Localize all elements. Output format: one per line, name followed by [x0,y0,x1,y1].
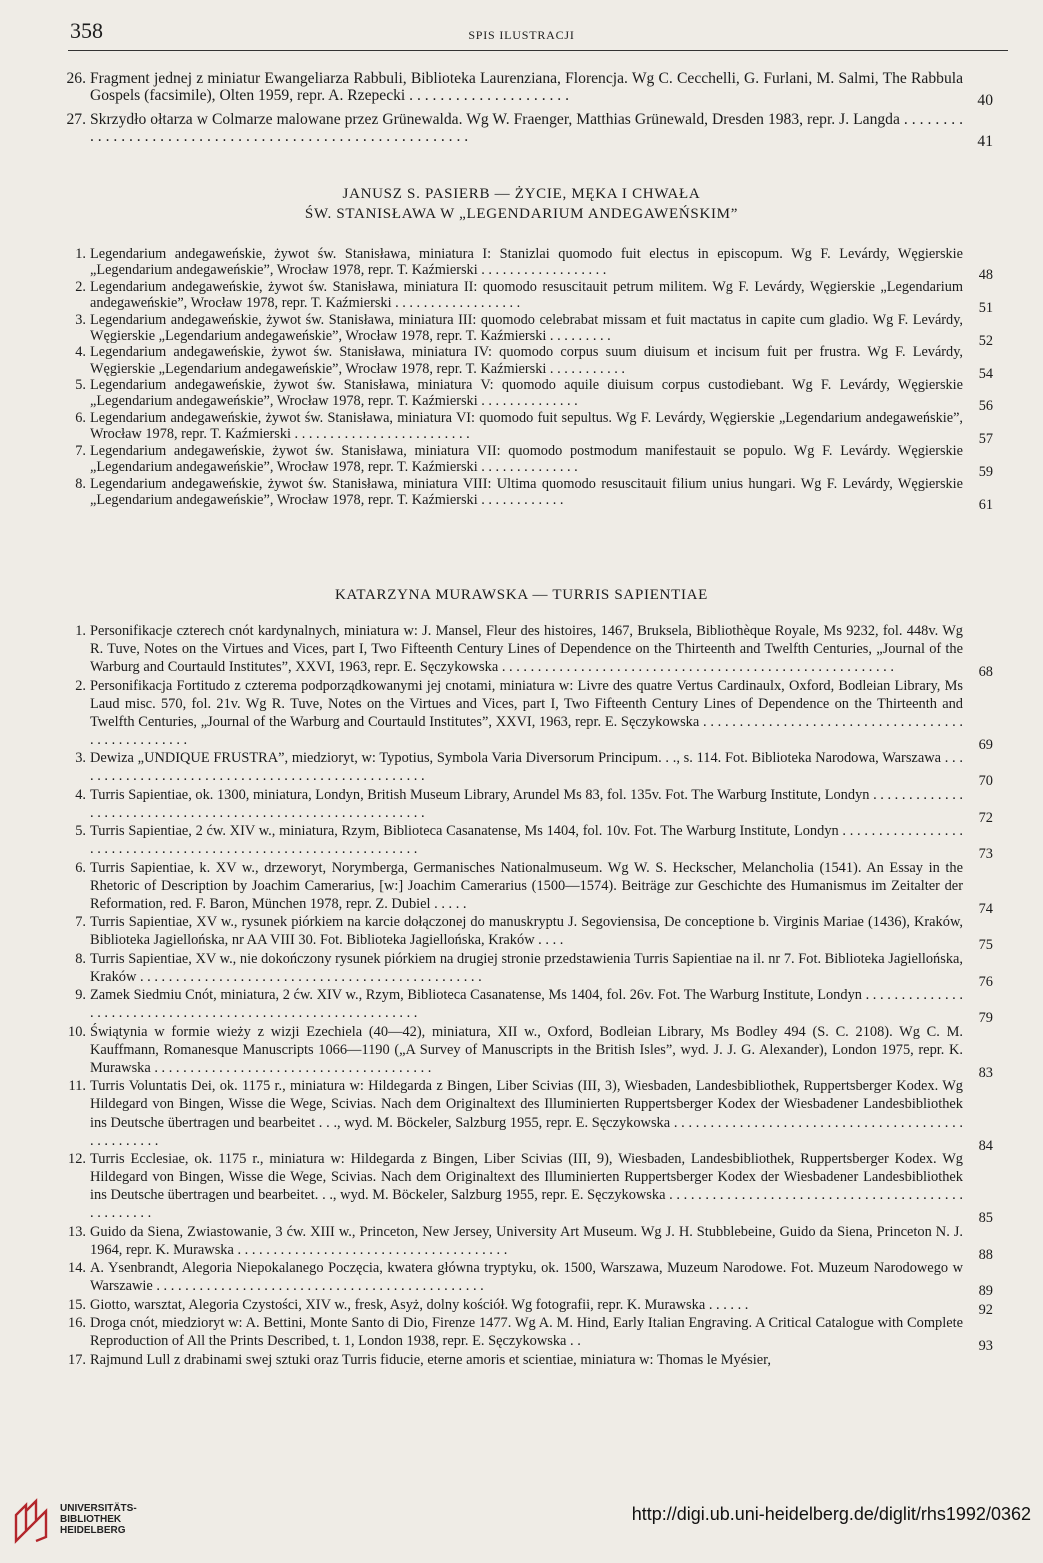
list-item [0,1314,1043,1355]
entry-page: 56 [978,398,993,415]
section-title-pasierb [0,184,1043,224]
list-item [0,786,1043,826]
entry-page: 72 [978,809,993,826]
entry-number: 2. [75,278,86,295]
entry-number: 27. [66,110,86,128]
entry-number: 4. [75,786,86,803]
list-item [0,1077,1043,1154]
entry-text: Turris Sapientiae, XV w., nie dokończony rysunek piórkiem na drugiej stronie przedstawienia Turris Sapientiae na il. nr 7. Fot. Biblioteka Jagiellońska, Kraków . . . . . . . . . . . . . . . . . . . . . . . . . . . . . . . . . . . . . . . . . . . . . . . . [90,950,963,985]
entry-text: Rajmund Lull z drabinami swej sztuki oraz Turris fiducie, eterne amoris et scientiae, miniatura w: Thomas le Myésier, [90,1351,771,1368]
entry-text: Turris Sapientiae, ok. 1300, miniatura, Londyn, British Museum Library, Arundel Ms 83, fol. 135v. Fot. The Warburg Institute, Londyn . . . . . . . . . . . . . . . . . . . . . . . . . . . . . . . . . . . . . . . . . . . . . . . . . . . . . . . . . . . . [90,786,964,821]
entry-page: 93 [978,1338,993,1355]
entry-page: 88 [978,1246,993,1263]
list-item [0,246,1043,284]
entry-text: Zamek Siedmiu Cnót, miniatura, 2 ćw. XIV w., Rzym, Biblioteca Casanatense, Ms 1404, fol. 26v. Fot. The Warburg Institute, Londyn . . . . . . . . . . . . . . . . . . . . . . . . . . . . . . . . . . . . . . . . . . . . . . . . . . . . . . . . . . . . [90,987,963,1022]
entry-number: 13. [68,1223,86,1240]
list-item [0,442,1043,480]
entry-number: 15. [68,1296,86,1313]
source-url[interactable]: http://digi.ub.uni-heidelberg.de/diglit/rhs1992/0362 [631,1504,1031,1524]
list-item [0,622,1043,681]
entry-number: 8. [75,950,86,967]
entry-page: 48 [978,267,993,284]
entry-text: Legendarium andegaweńskie, żywot św. Stanisława, miniatura I: Stanizlai quomodo fuit electus in episcopum. Wg F. Levárdy, Węgierskie „Legendarium andegaweńskie”, Wrocław 1978, repr. T. Kaźmierski . . . . . . . . . . . . . . . . . . [90,246,963,279]
list-item [0,1351,1043,1369]
list-item [0,950,1043,990]
entry-page: 61 [978,496,993,513]
entry-number: 9. [75,987,86,1004]
list-item [0,475,1043,513]
entry-number: 5. [75,377,86,394]
entry-page: 68 [978,664,993,681]
library-name-line: HEIDELBERG [60,1525,126,1536]
entry-number: 7. [75,914,86,931]
entry-page: 89 [978,1283,993,1300]
entry-page: 83 [978,1064,993,1081]
entry-text: Fragment jednej z miniatur Ewangeliarza Rabbuli, Biblioteka Laurenziana, Florencja. Wg C. Cecchelli, G. Furlani, M. Salmi, The Rabbula Gospels (facsimile), Olten 1959, repr. A. Rzepecki . . . . . . . . . . . . . . . . . . . . . [90,70,963,105]
entry-number: 12. [68,1150,86,1167]
entry-text: Legendarium andegaweńskie, żywot św. Stanisława, miniatura VIII: Ultima quomodo resuscitauit filium unius hungari. Wg F. Levárdy, Węgierskie „Legendarium andegaweńskie”, Wrocław 1978, repr. T. Kaźmierski . . . . . . . . . . . . [90,475,963,508]
entry-number: 8. [75,475,86,492]
entry-text: Legendarium andegaweńskie, żywot św. Stanisława, miniatura IV: quomodo corpus suum diuisum et incisum fuit per frustra. Wg F. Levárdy, Węgierskie „Legendarium andegaweńskie”, Wrocław 1978, repr. T. Kaźmierski . . . . . . . . . . . [90,344,963,377]
entry-page: 51 [978,300,993,316]
library-name-line: UNIVERSITÄTS- [60,1503,137,1514]
entry-text: Turris Sapientiae, XV w., rysunek piórkiem na karcie dołączonej do manuskryptu J. Segoviensisa, De conceptione b. Virginis Mariae (1436), Kraków, Biblioteka Jagiellońska, nr AA VIII 30. Fot. Biblioteka Jagiellońska, Kraków . . . . [90,914,963,949]
entry-text: Personifikacja Fortitudo z czterema podporządkowanymi jej cnotami, miniatura w: Livre des quatre Vertus Cardinaulx, Oxford, Bodleian Library, Ms Laud misc. 570, fol. 21v. Wg R. Tuve, Notes on the Virtues and Vices, part I, Two Fifteenth Century Lines of Dependence on the Thirteenth and Twelfth Centuries, „Journal of the Warburg and Courtauld Institutes”, XXVI, 1963, repr. E. Sęczykowska . . . . . . . . . . . . . . . . . . . . . . . . . . . . . . . . . . . . . . . . . . . . . . . . . . [90,677,963,748]
entry-number: 14. [68,1260,86,1277]
page-number: 358 [70,18,103,43]
entry-text: Legendarium andegaweńskie, żywot św. Stanisława, miniatura III: quomodo celebrabat missam et fuit mactatus in capite cum gladio. Wg F. Levárdy, Węgierskie „Legendarium andegaweńskie”, Wrocław 1978, repr. T. Kaźmierski . . . . . . . . . [90,311,963,344]
entry-number: 2. [75,677,86,694]
entry-text: Turris Voluntatis Dei, ok. 1175 r., miniatura w: Hildegarda z Bingen, Liber Scivias (III, 3), Wiesbaden, Landesbibliothek, Ruppertsberger Kodex. Wg Hildegard von Bingen, Wisse die Wege, Scivias. Nach dem Originaltext des Illuminierten Ruppertsberger Kodex der Wiesbadener Landesbibliothek ins Deutsche übertragen und bearbeitet . . ., wyd. M. Böckeler, Salzburg 1955, repr. E. Sęczykowska . . . . . . . . . . . . . . . . . . . . . . . . . . . . . . . . . . . . . . . . . . . . . . . . . . [90,1078,963,1149]
list-item [0,913,1043,954]
entry-text: Personifikacje czterech cnót kardynalnych, miniatura w: J. Mansel, Fleur des histoires, 1467, Bruksela, Bibliothèque Royale, Ms 9232, fol. 448v. Wg R. Tuve, Notes on the Virtues and Vices, part I, Two Fifteenth Century Lines of Dependence on the Thirteenth and Twelfth Centuries, „Journal of the Warburg and Courtauld Institutes”, XXVI, 1963, repr. E. Sęczykowska . . . . . . . . . . . . . . . . . . . . . . . . . . . . . . . . . . . . . . . . . . . . . . . . . . . . . . . [90,623,963,676]
entry-number: 17. [68,1351,86,1368]
entry-number: 1. [75,623,86,639]
list-item [0,1296,1043,1318]
list-item [0,859,1043,917]
section-title-line: JANUSZ S. PASIERB — ŻYCIE, MĘKA I CHWAŁA [342,186,701,202]
entry-number: 10. [68,1023,86,1040]
list-item [0,110,1043,151]
library-name [60,1503,137,1536]
entry-text: A. Ysenbrandt, Alegoria Niepokalanego Poczęcia, kwatera główna tryptyku, ok. 1500, Warszawa, Muzeum Narodowe. Fot. Muzeum Narodowego w Warszawie . . . . . . . . . . . . . . . . . . . . . . . . . . . . . . . . . . . . . . . . . . . . . . [90,1260,963,1295]
list-item [0,344,1043,382]
entry-number: 5. [75,823,86,840]
entry-text: Giotto, warsztat, Alegoria Czystości, XIV w., fresk, Asyż, dolny kościół. Wg fotografii, repr. K. Murawska . . . . . . [90,1296,749,1313]
entry-text: Guido da Siena, Zwiastowanie, 3 ćw. XIII w., Princeton, New Jersey, University Art Museum. Wg J. H. Stubblebeine, Guido da Siena, Princeton N. J. 1964, repr. K. Murawska . . . . . . . . . . . . . . . . . . . . . . . . . . . . . . . . . . . . . . [90,1223,963,1258]
section-title-line: ŚW. STANISŁAWA W „LEGENDARIUM ANDEGAWEŃSKIM” [304,206,739,222]
list-item [0,1259,1043,1300]
library-name-line: BIBLIOTHEK [60,1514,122,1525]
list-item [0,409,1043,448]
entry-number: 6. [75,409,86,426]
entry-page: 92 [978,1301,993,1318]
list-item [0,1023,1043,1081]
list-item [0,70,1043,110]
entry-text: Świątynia w formie wieży z wizji Ezechiela (40—42), miniatura, XII w., Oxford, Bodleian Library, Ms Bodley 494 (S. C. 2108). Wg C. M. Kauffmann, Romanesque Manuscripts 1066—1190 („A Survey of Manuscripts in the British Isles”, wyd. J. J. G. Alexander), London 1975, repr. K. Murawska . . . . . . . . . . . . . . . . . . . . . . . . . . . . . . . . . . . . . . . [90,1023,963,1076]
section-title-murawska: KATARZYNA MURAWSKA — TURRIS SAPIENTIAE [334,587,709,603]
list-item [0,749,1043,790]
entry-page: 40 [977,92,993,110]
entry-text: Legendarium andegaweńskie, żywot św. Stanisława, miniatura II: quomodo resuscitauit petrum militem. Wg F. Levárdy, Węgierskie „Legendarium andegaweńskie”, Wrocław 1978, repr. T. Kaźmierski . . . . . . . . . . . . . . . . . . [90,278,963,311]
header-rule [68,50,1008,51]
entries-murawska [0,622,1043,1369]
entry-number: 1. [75,246,86,262]
entry-text: Legendarium andegaweńskie, żywot św. Stanisława, miniatura VI: quomodo fuit sepultus. Wg F. Levárdy, Węgierskie „Legendarium andegaweńskie”, Wrocław 1978, repr. T. Kaźmierski . . . . . . . . . . . . . . . . . . . . . . . . . [90,409,963,443]
entry-page: 76 [978,973,993,990]
entry-number: 11. [68,1078,86,1095]
entry-text: Turris Sapientiae, 2 ćw. XIV w., miniatura, Rzym, Biblioteca Casanatense, Ms 1404, fol. 10v. Fot. The Warburg Institute, Londyn . . . . . . . . . . . . . . . . . . . . . . . . . . . . . . . . . . . . . . . . . . . . . . . . . . . . . . . . . . . . . . . [90,823,963,858]
list-item [0,1150,1043,1227]
entry-number: 3. [75,750,86,767]
entry-page: 84 [978,1137,993,1154]
entry-page: 41 [977,133,993,151]
entry-page: 52 [978,332,993,349]
entry-page: 79 [978,1010,993,1027]
entry-page: 70 [978,773,993,790]
entries-previous-section [0,70,1043,152]
entry-page: 69 [978,736,993,753]
list-item [0,311,1043,349]
entry-page: 57 [978,431,993,448]
entry-text: Turris Sapientiae, k. XV w., drzeworyt, Norymberga, Germanisches Nationalmuseum. Wg W. S. Heckscher, Melancholia (1541). An Essay in the Rhetoric of Description by Joachim Camerarius, [w:] Joachim Camerarius (1500—1574). Beiträge zur Geschichte des Humanismus im Zeitalter der Reformation, red. F. Baron, München 1978, repr. Z. Dubiel . . . . . [90,859,963,912]
entry-number: 7. [75,442,86,459]
list-item [0,986,1043,1027]
entry-number: 16. [68,1315,86,1332]
entry-text: Turris Ecclesiae, ok. 1175 r., miniatura w: Hildegarda z Bingen, Liber Scivias (III, 9), Wiesbaden, Landesbibliothek, Ruppertsberger Kodex. Wg Hildegard von Bingen, Wisse die Wege, Scivias. Nach dem Originaltext des Illuminierten Ruppertsberger Kodex der Wiesbadener Landesbibliothek ins Deutsche übertragen und bearbeitet. . ., wyd. M. Böckeler, Salzburg 1955, repr. E. Sęczykowska . . . . . . . . . . . . . . . . . . . . . . . . . . . . . . . . . . . . . . . . . . . . . . . . . . [90,1150,963,1222]
running-head: SPIS ILUSTRACJI [468,28,575,42]
entry-page: 85 [978,1210,993,1227]
entry-page: 54 [978,365,993,382]
entry-page: 75 [978,937,993,954]
list-item [0,1223,1043,1263]
entry-page: 74 [978,900,993,917]
list-item [0,677,1043,753]
entry-number: 3. [75,311,86,328]
entry-text: Droga cnót, miedzioryt w: A. Bettini, Monte Santo di Dio, Firenze 1477. Wg A. M. Hind, Early Italian Engraving. A Critical Catalogue with Complete Reproduction of All the Prints Described, t. 1, London 1938, repr. E. Sęczykowska . . [90,1315,963,1350]
entry-text: Legendarium andegaweńskie, żywot św. Stanisława, miniatura VII: quomodo postmodum manifestauit se populo. Wg F. Levárdy. Węgierskie „Legendarium andegaweńskie”, Wrocław 1978, repr. T. Kaźmierski . . . . . . . . . . . . . . [90,442,963,475]
entry-page: 73 [978,846,993,863]
entries-pasierb [0,246,1043,513]
entry-number: 26. [66,70,86,87]
entry-page: 59 [978,463,993,480]
entry-number: 4. [75,344,86,361]
entry-text: Dewiza „UNDIQUE FRUSTRA”, miedzioryt, w: Typotius, Symbola Varia Diversorum Principum. . ., s. 114. Fot. Biblioteka Narodowa, Warszawa . . . . . . . . . . . . . . . . . . . . . . . . . . . . . . . . . . . . . . . . . . . . . . . . . . [90,750,963,785]
list-item [0,822,1043,863]
entry-text: Legendarium andegaweńskie, żywot św. Stanisława, miniatura V: quomodo aquile diuisum corpus custodiebant. Wg F. Levárdy, Węgierskie „Legendarium andegaweńskie”, Wrocław 1978, repr. T. Kaźmierski . . . . . . . . . . . . . . [90,377,963,410]
entry-number: 6. [75,859,86,876]
entry-text: Skrzydło ołtarza w Colmarze malowane przez Grünewalda. Wg W. Fraenger, Matthias Grünewald, Dresden 1983, repr. J. Langda . . . . . . . . . . . . . . . . . . . . . . . . . . . . . . . . . . . . . . . . . . . . . . . . . . . . . . . . . [90,110,963,146]
list-item [0,377,1043,415]
list-item [0,278,1043,316]
library-logo-icon [12,1497,54,1545]
